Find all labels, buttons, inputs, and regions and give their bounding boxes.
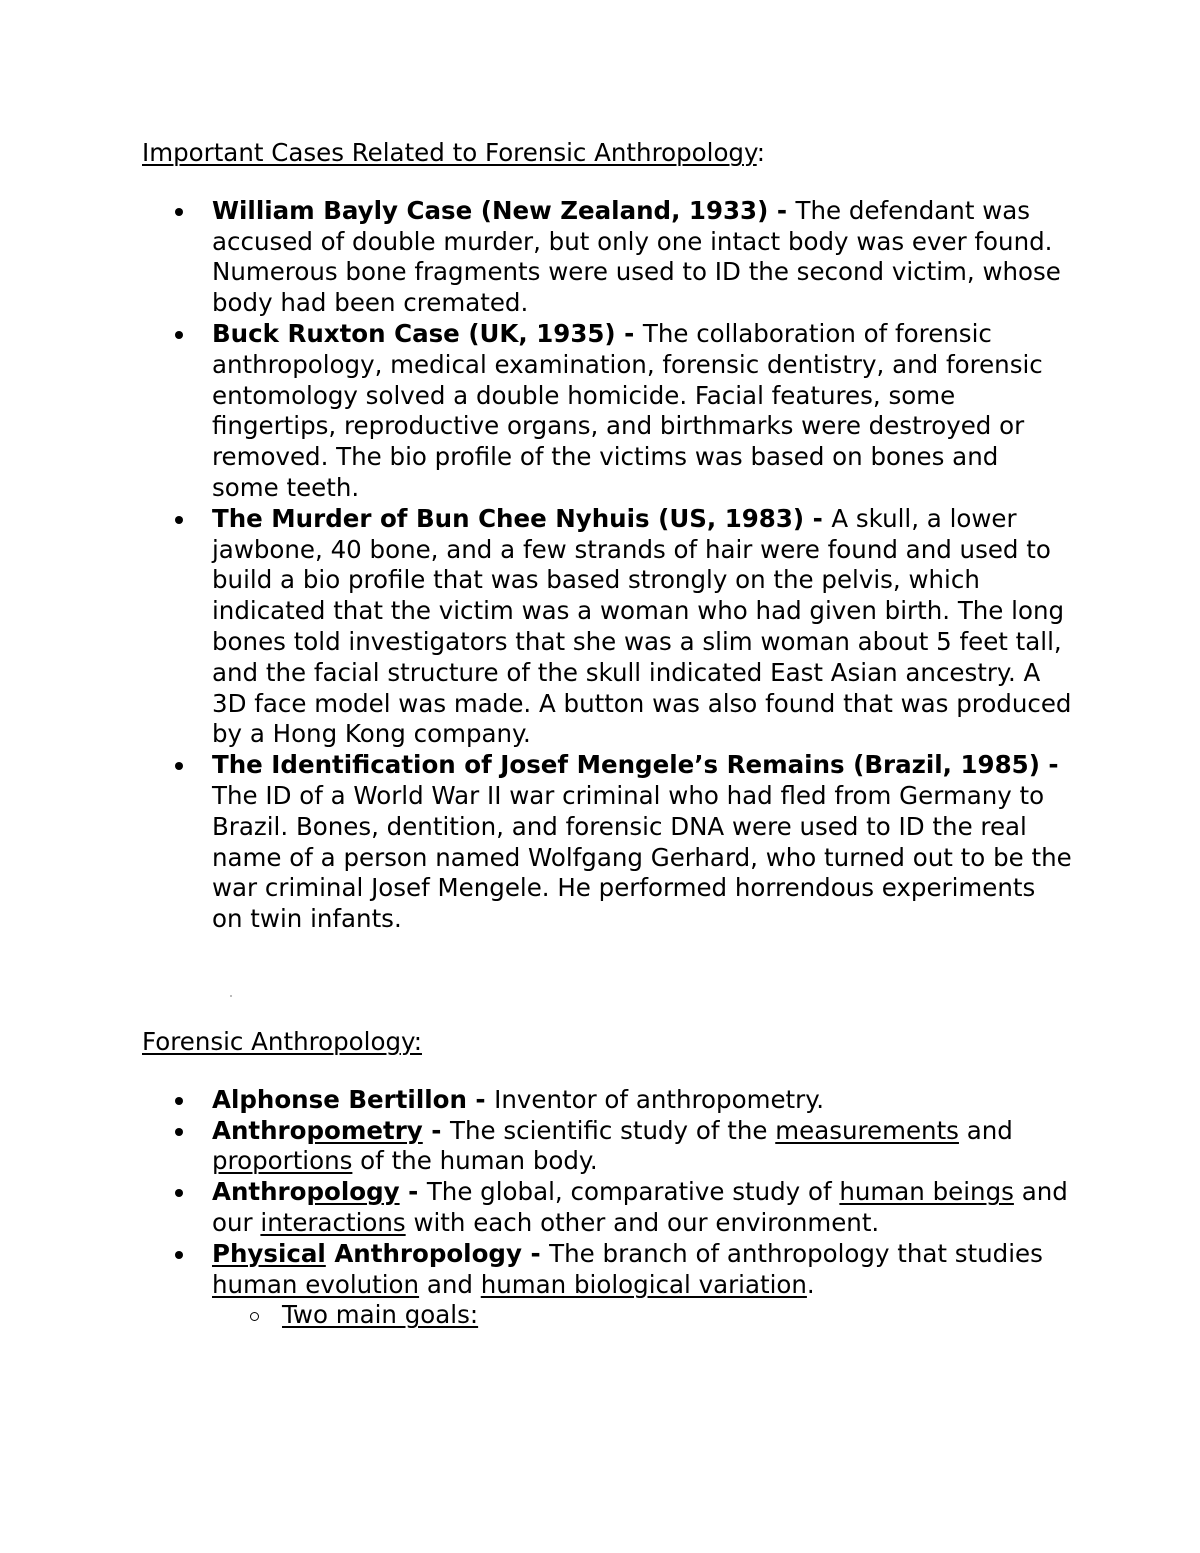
definition-term-a: Anthro: [212, 1115, 307, 1145]
bullet-icon: [175, 1251, 183, 1259]
definition-anthropology: [142, 1177, 1072, 1239]
definition-term: Alphonse Bertillon -: [212, 1084, 495, 1114]
case-description: The collaboration of forensic anthropology, medical examination, forensic dentistry, and forensic entomology solved a double homicide. Facial features, some fingertips, reproductive organs, and birthmarks were destroyed or removed. The bio profile of the victims was based on bones and some teeth.: [212, 318, 1043, 502]
definition-text-c: with each other and our environment.: [405, 1207, 880, 1237]
sub-item-text: Two main goals:: [282, 1300, 479, 1330]
forensic-anthropology-section: [142, 1027, 1072, 1331]
case-term: Buck Ruxton Case (UK, 1935) -: [212, 318, 643, 348]
definition-term-c: -: [422, 1115, 450, 1145]
definition-term-a: Anthro: [212, 1177, 307, 1207]
case-term: The Murder of Bun Chee Nyhuis (US, 1983) -: [212, 503, 832, 533]
cases-heading: [142, 138, 1072, 169]
definition-text-a: The branch of anthropology that studies: [549, 1238, 1043, 1268]
sub-list: [212, 1300, 1072, 1331]
definition-text: Inventor of anthropometry.: [494, 1084, 824, 1114]
sub-item-two-main-goals: [212, 1300, 1072, 1331]
case-description: The defendant was accused of double murder, but only one intact body was ever found. Numerous bone fragments were used to ID the second victim, whose body had been cremated.: [212, 195, 1061, 318]
stray-dot-mark: [230, 995, 232, 997]
bullet-icon: [175, 1097, 183, 1105]
definitions-list: [142, 1085, 1072, 1331]
definition-physical-anthropology: [142, 1239, 1072, 1331]
bullet-icon: [175, 1189, 183, 1197]
forensic-anthropology-heading: Forensic Anthropology:: [142, 1026, 422, 1056]
cases-list: [142, 196, 1072, 935]
case-item-ruxton: [142, 319, 1072, 504]
definition-term-b: pology: [306, 1177, 400, 1207]
definition-text-a: The scientific study of the: [450, 1115, 776, 1145]
bullet-icon: [175, 1128, 183, 1136]
definition-text-a: The global, comparative study of: [426, 1177, 840, 1207]
case-term: William Bayly Case (New Zealand, 1933) -: [212, 195, 796, 225]
definition-text-b: and our: [212, 1177, 1068, 1237]
circle-bullet-icon: [250, 1312, 259, 1321]
definition-term-b: pometry: [306, 1115, 423, 1145]
underlined-human-beings: human beings: [839, 1177, 1014, 1207]
definition-text-c: of the human body.: [352, 1146, 598, 1176]
case-item-mengele: [142, 750, 1072, 935]
underlined-proportions: proportions: [212, 1146, 353, 1176]
definition-anthropometry: [142, 1116, 1072, 1178]
case-description: The ID of a World War II war criminal who had fled from Germany to Brazil. Bones, dentition, and forensic DNA were used to ID the real name of a person named Wolfgang Gerhard, who turned out to be the war criminal Josef Mengele. He performed horrendous experiments on twin infants.: [212, 780, 1072, 934]
cases-heading-text: Important Cases Related to Forensic Anthropology: [142, 138, 757, 167]
definition-term-c: -: [399, 1177, 427, 1207]
bullet-icon: [175, 331, 183, 339]
definition-text-b: and: [958, 1115, 1013, 1145]
bullet-icon: [175, 208, 183, 216]
cases-heading-colon: :: [756, 138, 765, 167]
bullet-icon: [175, 762, 183, 770]
case-item-nyhuis: [142, 504, 1072, 750]
case-term: The Identification of Josef Mengele’s Remains (Brazil, 1985) -: [212, 750, 1059, 780]
underlined-interactions: interactions: [260, 1207, 406, 1237]
document-body: [142, 138, 1072, 1331]
definition-term-b: Anthropology -: [325, 1238, 550, 1268]
definition-text-c: .: [806, 1269, 815, 1299]
definition-bertillon: [142, 1085, 1072, 1116]
underlined-measurements: measurements: [775, 1115, 959, 1145]
underlined-human-evolution: human evolution: [212, 1269, 420, 1299]
underlined-human-biological-variation: human biological variation: [480, 1269, 807, 1299]
bullet-icon: [175, 516, 183, 524]
definition-text-b: and: [419, 1269, 481, 1299]
case-description: A skull, a lower jawbone, 40 bone, and a few strands of hair were found and used to build a bio profile that was based strongly on the pelvis, which indicated that the victim was a woman who had given birth. The long bones told investigators that she was a slim woman about 5 feet tall, and the facial structure of the skull indicated East Asian ancestry. A 3D face model was made. A button was also found that was produced by a Hong Kong company.: [212, 503, 1072, 749]
definition-term-a: Physical: [212, 1238, 326, 1268]
case-item-bayly: [142, 196, 1072, 319]
